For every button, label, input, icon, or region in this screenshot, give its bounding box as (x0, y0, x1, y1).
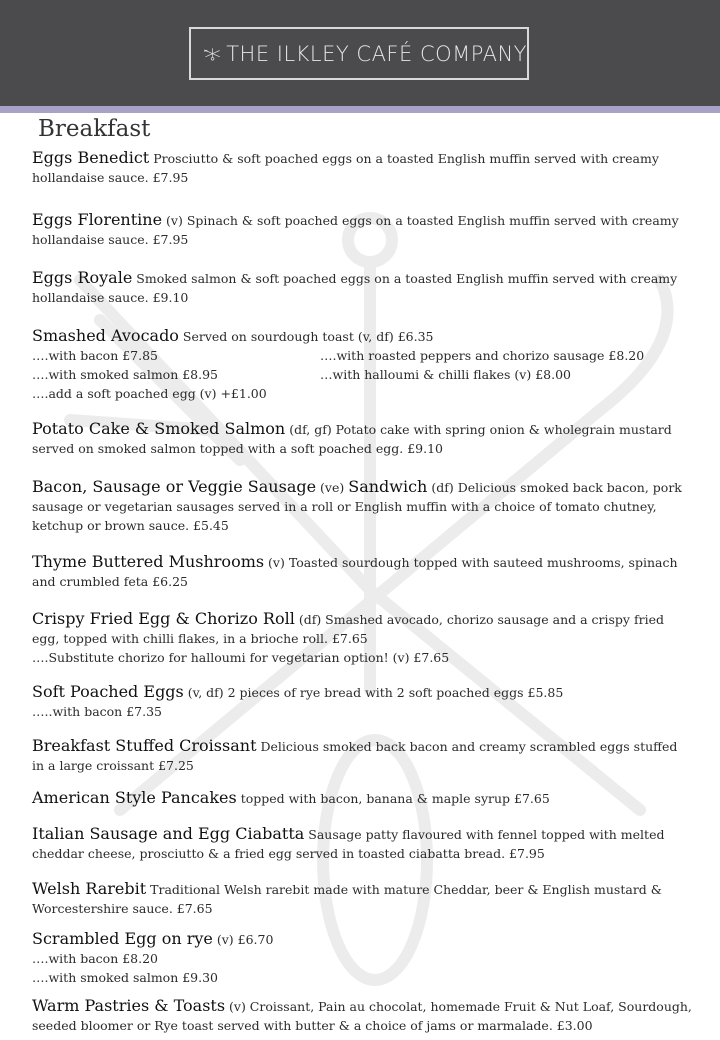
menu-item-smashed-avocado (32, 326, 692, 403)
menu-item-stuffed-croissant (32, 736, 692, 775)
item-name: Scrambled Egg on rye (32, 929, 213, 948)
item-description: (v) Croissant, Pain au chocolat, homemade Fruit & Nut Loaf, Sourdough, seeded bloomer or Rye toast served with butter & a choice of jams or marmalade. £3.00 (32, 999, 692, 1033)
item-description: (ve) (316, 480, 349, 495)
option-text: ….with bacon £7.85 (32, 348, 159, 363)
item-description: (df) Smashed avocado, chorizo sausage and a crispy fried egg, topped with chilli flakes, in a brioche roll. £7.65 (32, 612, 664, 646)
menu-item-chorizo-roll (32, 609, 692, 667)
option-text: …with halloumi & chilli flakes (v) £8.00 (320, 367, 571, 382)
menu-item-soft-poached-eggs (32, 682, 692, 721)
option-text: ….Substitute chorizo for halloumi for vegetarian option! (v) £7.65 (32, 650, 450, 665)
item-description: (v) Spinach & soft poached eggs on a toasted English muffin served with creamy hollandaise sauce. £7.95 (32, 213, 679, 247)
item-description: Traditional Welsh rarebit made with mature Cheddar, beer & English mustard & Worcestershire sauce. £7.65 (32, 882, 662, 916)
item-name: Italian Sausage and Egg Ciabatta (32, 824, 305, 843)
item-name: Soft Poached Eggs (32, 682, 184, 701)
item-description: (df, gf) Potato cake with spring onion & wholegrain mustard served on smoked salmon topped with a soft poached egg. £9.10 (32, 422, 672, 456)
menu-item-potato-cake (32, 419, 692, 458)
item-description: (v) Toasted sourdough topped with sauteed mushrooms, spinach and crumbled feta £6.25 (32, 555, 678, 589)
menu-item-ciabatta (32, 824, 692, 863)
option-text: ….with smoked salmon £9.30 (32, 970, 219, 985)
item-description: Sausage patty flavoured with fennel topped with melted cheddar cheese, prosciutto & a fried egg served in toasted ciabatta bread. £7.95 (32, 827, 665, 861)
item-name: Eggs Benedict (32, 148, 150, 167)
item-description: Served on sourdough toast (v, df) £6.35 (178, 329, 434, 344)
item-name: Thyme Buttered Mushrooms (32, 552, 265, 571)
option-text: ….add a soft poached egg (v) +£1.00 (32, 386, 267, 401)
option-text: ….with roasted peppers and chorizo sausage £8.20 (320, 348, 645, 363)
option-text: ….with smoked salmon £8.95 (32, 367, 219, 382)
item-description: (df) Delicious smoked back bacon, pork sausage or vegetarian sausages served in a roll or English muffin with a choice of tomato chutney, ketchup or brown sauce. £5.45 (32, 480, 682, 533)
menu-item-pastries-toasts (32, 996, 692, 1035)
menu-item-thyme-mushrooms (32, 552, 692, 591)
item-name: Welsh Rarebit (32, 879, 147, 898)
logo-wordmark: THE ILKLEY CAFÉ COMPANY (226, 41, 527, 66)
item-description: (v, df) 2 pieces of rye bread with 2 soft poached eggs £5.85 (183, 685, 564, 700)
item-name: Potato Cake & Smoked Salmon (32, 419, 286, 438)
item-name: Eggs Royale (32, 268, 133, 287)
option-text: ….with bacon £8.20 (32, 951, 159, 966)
menu-item-pancakes (32, 788, 692, 808)
item-description: Delicious smoked back bacon and creamy scrambled eggs stuffed in a large croissant £7.25 (32, 739, 678, 773)
item-description: Smoked salmon & soft poached eggs on a toasted English muffin served with creamy hollandaise sauce. £9.10 (32, 271, 678, 305)
item-description: Prosciutto & soft poached eggs on a toasted English muffin served with creamy hollandaise sauce. £7.95 (32, 151, 659, 185)
item-name: Sandwich (348, 477, 428, 496)
menu-item-eggs-florentine (32, 210, 692, 249)
option-text: …..with bacon £7.35 (32, 704, 162, 719)
item-description: topped with bacon, banana & maple syrup £7.65 (236, 791, 550, 806)
item-name: American Style Pancakes (32, 788, 237, 807)
item-name: Warm Pastries & Toasts (32, 996, 226, 1015)
option-row (32, 346, 692, 365)
item-name: Eggs Florentine (32, 210, 163, 229)
item-name: Smashed Avocado (32, 326, 179, 345)
menu-item-scrambled-egg (32, 929, 692, 987)
option-row (32, 365, 692, 384)
cutlery-logo-icon (203, 34, 222, 74)
cafe-logo (189, 27, 529, 80)
menu-item-eggs-benedict (32, 148, 692, 187)
item-name: Breakfast Stuffed Croissant (32, 736, 257, 755)
header-accent-rule (0, 106, 720, 113)
item-name: Bacon, Sausage or Veggie Sausage (32, 477, 317, 496)
item-description: (v) £6.70 (212, 932, 274, 947)
menu-item-welsh-rarebit (32, 879, 692, 918)
menu-item-eggs-royale (32, 268, 692, 307)
section-title: Breakfast (38, 116, 151, 142)
menu-item-bacon-sandwich (32, 477, 692, 535)
item-name: Crispy Fried Egg & Chorizo Roll (32, 609, 295, 628)
